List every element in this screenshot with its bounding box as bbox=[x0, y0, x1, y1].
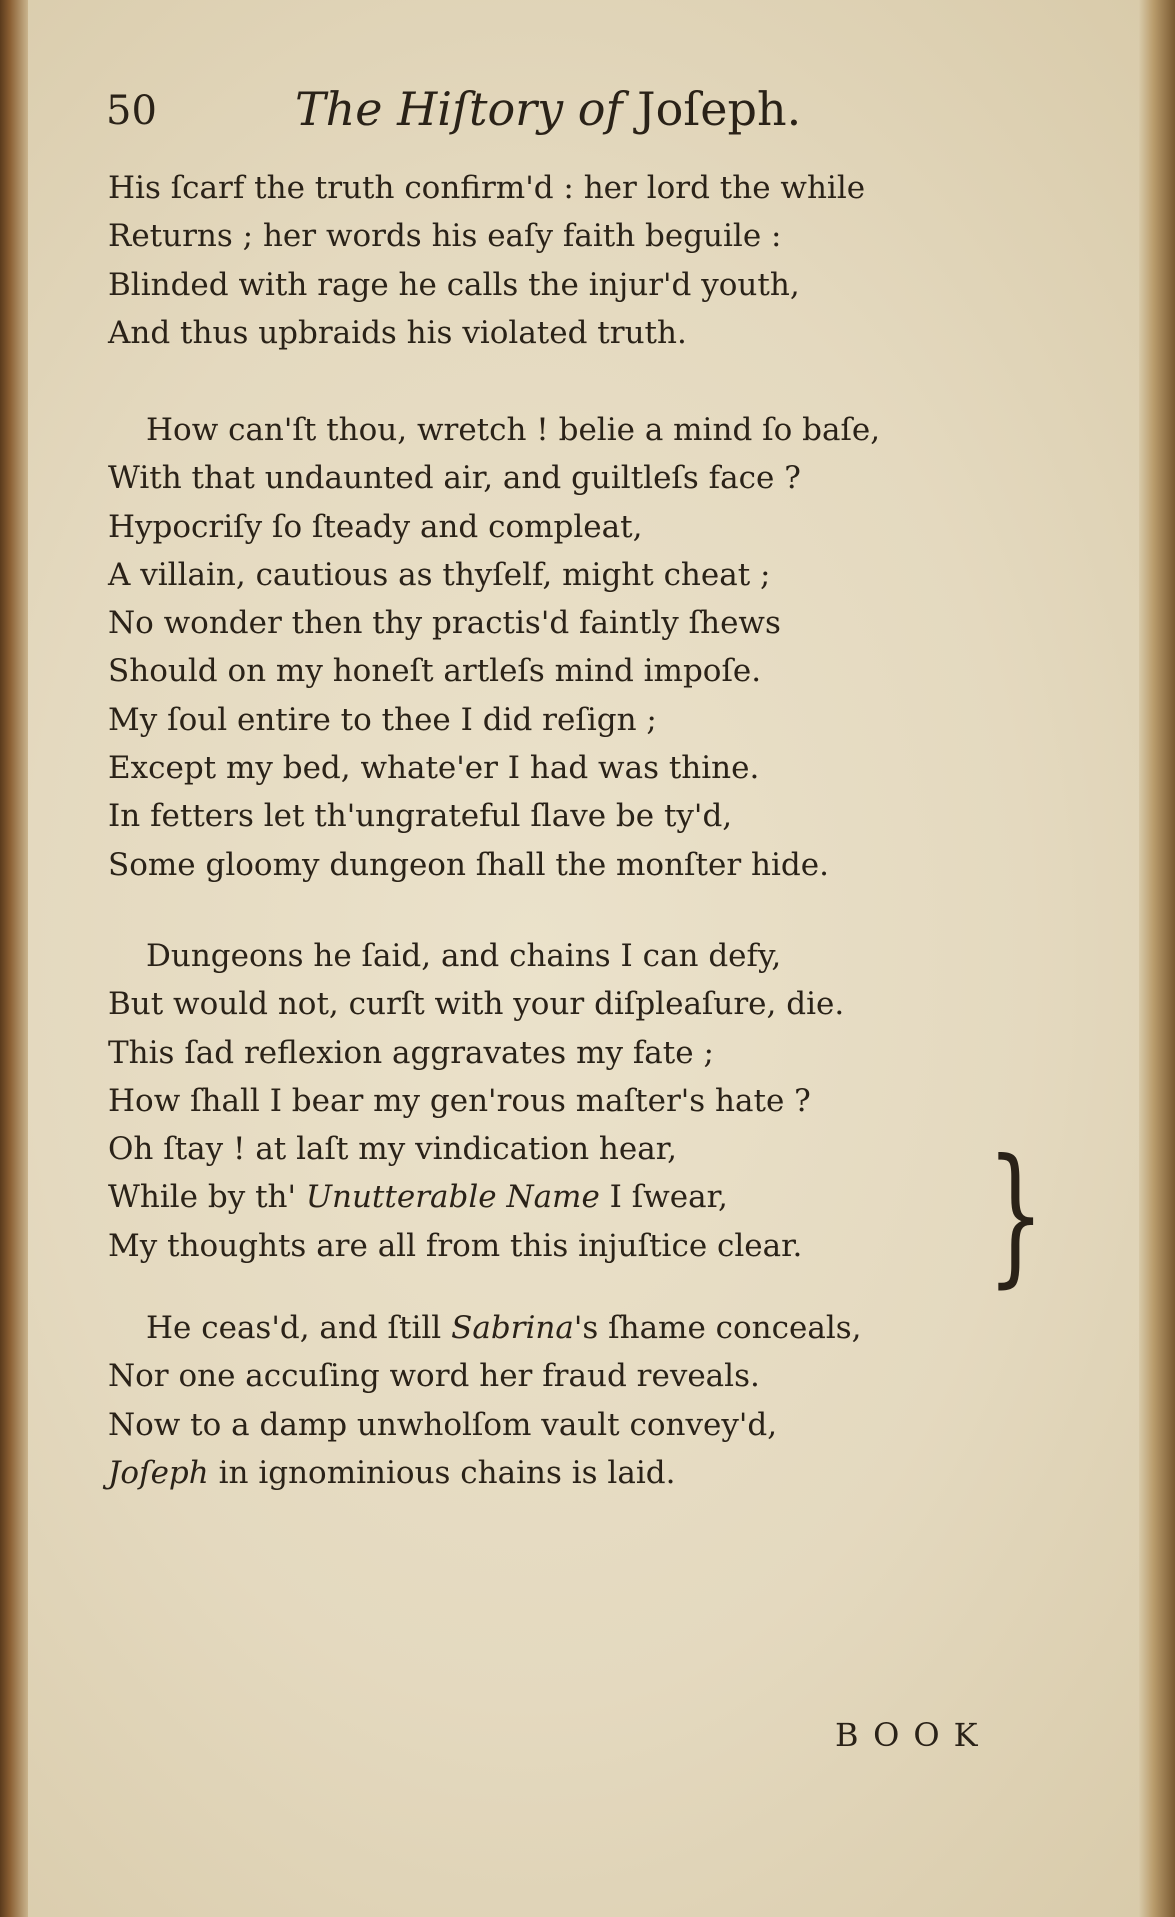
verse-line: Except my bed, whate'er I had was thine. bbox=[108, 750, 760, 787]
running-title-name: Joſeph. bbox=[637, 82, 802, 136]
verse-italic-text: Unutterable Name bbox=[305, 1179, 600, 1216]
verse-line: How can'ſt thou, wretch ! belie a mind ſo baſe, bbox=[146, 412, 881, 448]
verse-text: He ceas'd, and ſtill bbox=[146, 1310, 452, 1346]
verse-line: No wonder then thy practis'd faintly ſhews bbox=[108, 605, 781, 642]
verse-text: While by th' bbox=[108, 1179, 306, 1216]
verse-line: But would not, curſt with your diſpleaſure, die. bbox=[108, 986, 845, 1023]
verse-line: A villain, cautious as thyſelf, might cheat ; bbox=[108, 556, 771, 593]
verse-line: My thoughts are all from this injuſtice clear. bbox=[108, 1227, 803, 1264]
verse-italic-text: Sabrina bbox=[451, 1310, 574, 1346]
catchword: BOOK bbox=[835, 1716, 992, 1754]
stanza-1 bbox=[108, 164, 865, 357]
verse-line: His ſcarf the truth confirm'd : her lord the while bbox=[108, 170, 866, 206]
page-right-edge bbox=[1139, 0, 1175, 1917]
verse-line: And thus upbraids his violated truth. bbox=[108, 314, 687, 351]
verse-line: My ſoul entire to thee I did reſign ; bbox=[108, 701, 657, 738]
verse-line: Dungeons he ſaid, and chains I can defy, bbox=[146, 938, 782, 974]
verse-line: How ſhall I bear my gen'rous maſter's hate ? bbox=[108, 1082, 811, 1119]
verse-line: Oh ſtay ! at laſt my vindication hear, bbox=[108, 1131, 677, 1168]
verse-line bbox=[108, 1304, 862, 1352]
verse-line: With that undaunted air, and guiltleſs face ? bbox=[108, 460, 801, 497]
verse-italic-text: Joſeph bbox=[108, 1454, 209, 1491]
verse-line: This ſad reflexion aggravates my fate ; bbox=[108, 1034, 714, 1071]
verse-line: Returns ; her words his eaſy faith beguile : bbox=[108, 218, 782, 255]
triplet-brace: } bbox=[987, 1128, 1045, 1302]
verse-text: in ignominious chains is laid. bbox=[208, 1454, 676, 1491]
verse-line: Now to a damp unwholſom vault convey'd, bbox=[108, 1406, 778, 1443]
running-title-italic: The Hiſtory of bbox=[295, 82, 623, 136]
verse-line: In fetters let th'ungrateful ſlave be ty'd, bbox=[108, 798, 733, 835]
verse-line: Blinded with rage he calls the injur'd youth, bbox=[108, 266, 800, 303]
verse-text: 's ſhame conceals, bbox=[573, 1310, 862, 1346]
verse-text: I ſwear, bbox=[599, 1179, 728, 1216]
verse-line bbox=[108, 1173, 844, 1221]
stanza-2 bbox=[108, 406, 880, 889]
stanza-3 bbox=[108, 932, 844, 1270]
verse-line: Hypocriſy ſo ſteady and compleat, bbox=[108, 508, 643, 545]
verse-line: Some gloomy dungeon ſhall the monſter hide. bbox=[108, 846, 829, 883]
page-left-edge bbox=[0, 0, 28, 1917]
verse-line: Should on my honeſt artleſs mind impoſe. bbox=[108, 653, 762, 690]
verse-line: Nor one accuſing word her fraud reveals. bbox=[108, 1358, 760, 1395]
verse-line bbox=[108, 1449, 862, 1497]
page-number: 50 bbox=[106, 88, 157, 134]
stanza-4 bbox=[108, 1304, 862, 1497]
running-title bbox=[295, 82, 801, 136]
running-header bbox=[0, 82, 1175, 152]
